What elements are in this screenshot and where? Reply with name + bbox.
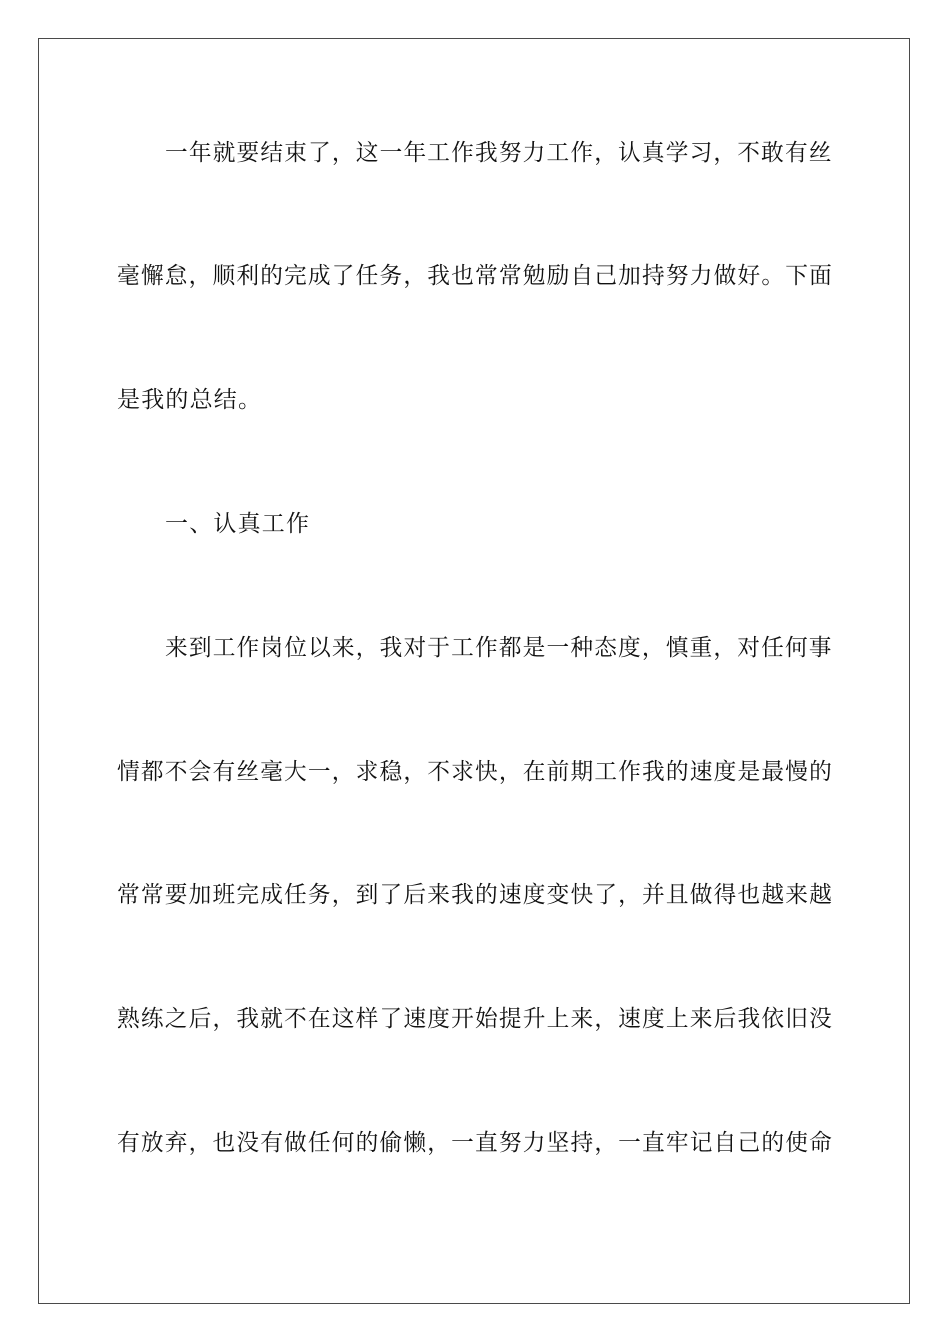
text-line-7: 常常要加班完成任务，到了后来我的速度变快了，并且做得也越来越 <box>117 882 833 908</box>
page-frame <box>38 38 910 1304</box>
text-line-8: 熟练之后，我就不在这样了速度开始提升上来，速度上来后我依旧没 <box>117 1006 833 1032</box>
text-line-3: 是我的总结。 <box>117 387 263 413</box>
text-line-1: 一年就要结束了，这一年工作我努力工作，认真学习，不敢有丝 <box>165 140 833 166</box>
text-line-5: 来到工作岗位以来，我对于工作都是一种态度，慎重，对任何事 <box>165 635 833 661</box>
text-line-6: 情都不会有丝毫大一，求稳，不求快，在前期工作我的速度是最慢的 <box>117 759 833 785</box>
section-heading: 一、认真工作 <box>165 511 311 537</box>
text-line-9: 有放弃，也没有做任何的偷懒，一直努力坚持，一直牢记自己的使命 <box>117 1130 833 1156</box>
text-line-2: 毫懈怠，顺利的完成了任务，我也常常勉励自己加持努力做好。下面 <box>117 263 833 289</box>
